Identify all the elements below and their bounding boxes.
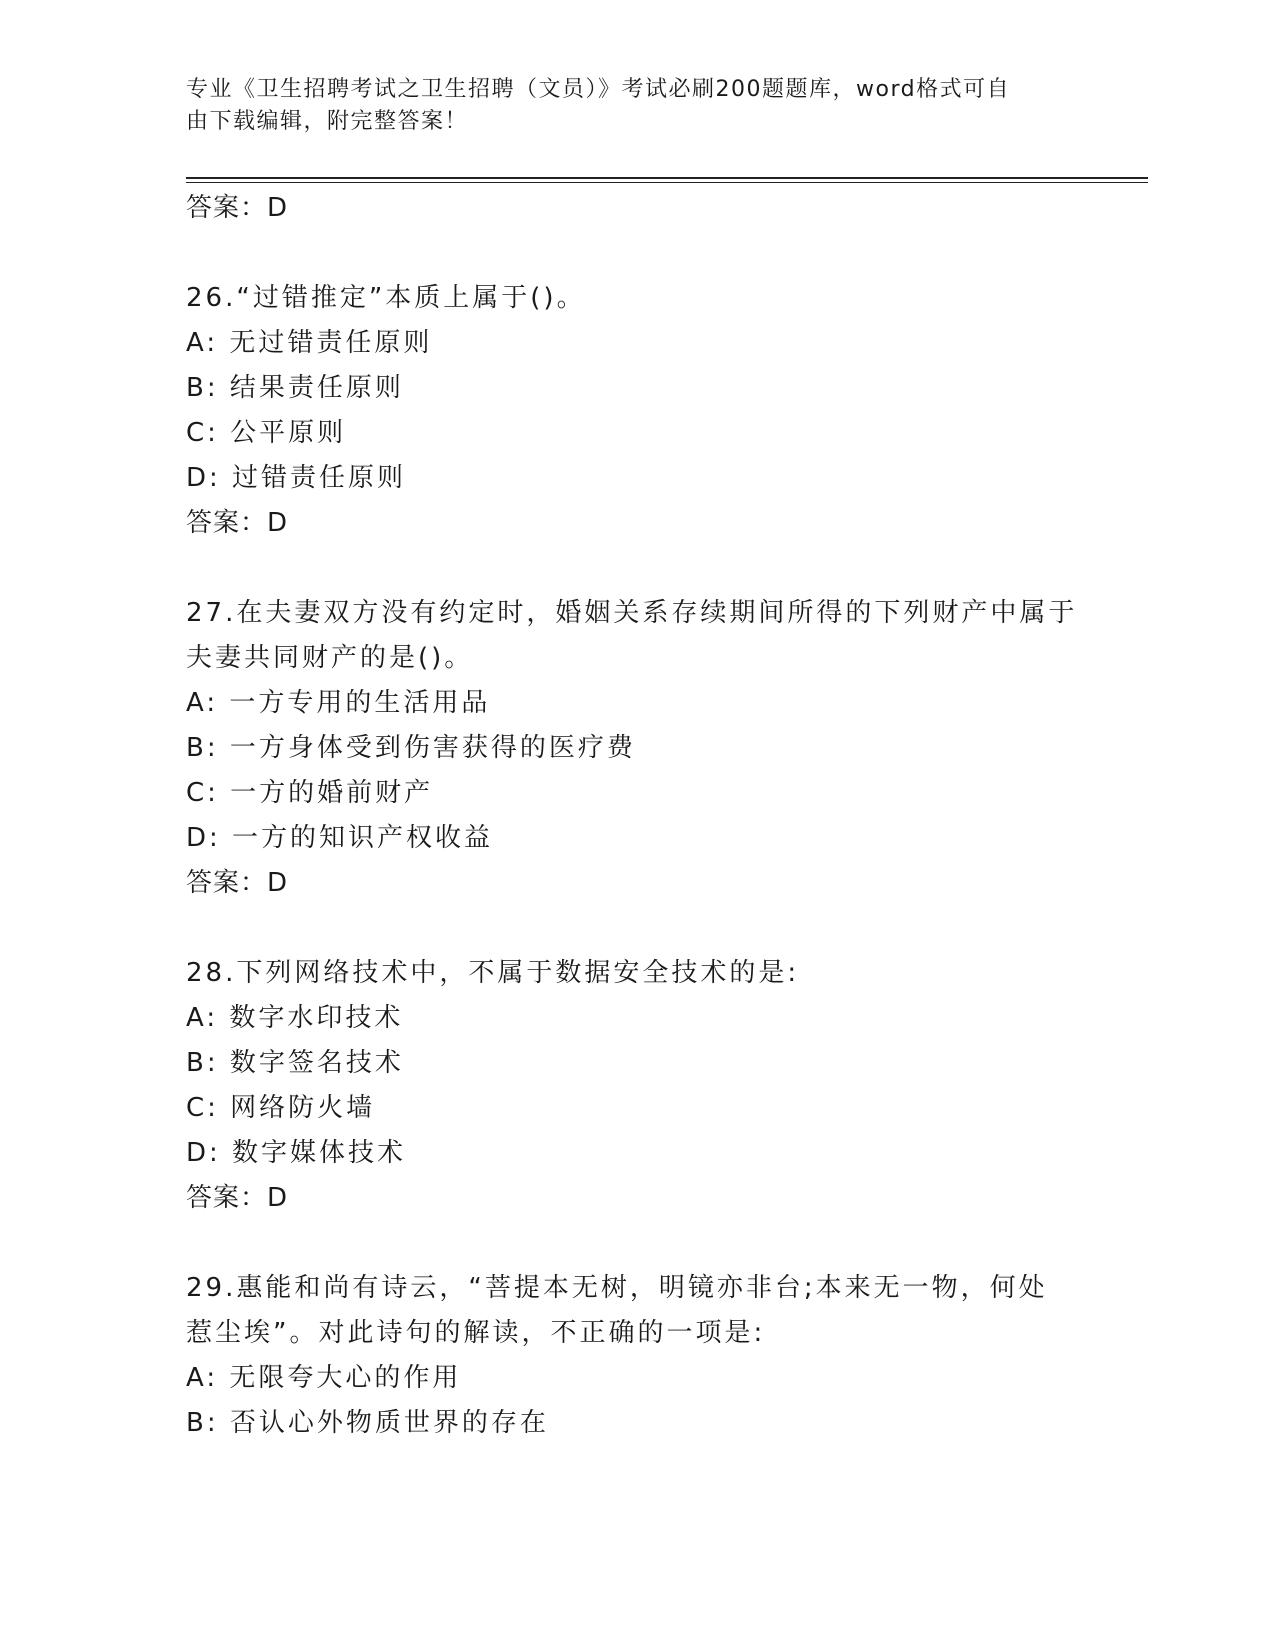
question-list xyxy=(186,186,1086,1446)
answer-line: 答案：D xyxy=(186,1183,289,1213)
answer-line: 答案：D xyxy=(186,508,289,538)
question-text: 28.下列网络技术中，不属于数据安全技术的是: xyxy=(186,958,800,988)
option-c: C: 一方的婚前财产 xyxy=(186,778,434,808)
question-28 xyxy=(186,951,1086,1221)
question-text: 26.“过错推定”本质上属于()。 xyxy=(186,283,586,313)
header-rule-bottom xyxy=(186,182,1148,183)
question-text-continued: 夫妻共同财产的是()。 xyxy=(186,643,474,673)
question-text: 29.惠能和尚有诗云，“菩提本无树，明镜亦非台;本来无一物，何处 xyxy=(186,1273,1048,1303)
question-29 xyxy=(186,1266,1086,1446)
question-26 xyxy=(186,276,1086,546)
document-header xyxy=(186,74,1066,138)
header-line-2: 由下载编辑，附完整答案！ xyxy=(186,109,469,134)
question-27 xyxy=(186,591,1086,906)
answer-line: 答案：D xyxy=(186,868,289,898)
option-c: C: 网络防火墙 xyxy=(186,1093,376,1123)
option-d: D: 数字媒体技术 xyxy=(186,1138,407,1168)
option-b: B: 一方身体受到伤害获得的医疗费 xyxy=(186,733,636,763)
option-b: B: 结果责任原则 xyxy=(186,373,404,403)
header-rule-top xyxy=(186,177,1148,179)
option-d: D: 过错责任原则 xyxy=(186,463,407,493)
option-c: C: 公平原则 xyxy=(186,418,347,448)
option-a: A: 无限夸大心的作用 xyxy=(186,1363,462,1393)
option-a: A: 无过错责任原则 xyxy=(186,328,433,358)
answer-line: 答案：D xyxy=(186,193,289,223)
option-a: A: 一方专用的生活用品 xyxy=(186,688,491,718)
option-b: B: 数字签名技术 xyxy=(186,1048,404,1078)
question-text-continued: 惹尘埃”。对此诗句的解读，不正确的一项是: xyxy=(186,1318,766,1348)
option-a: A: 数字水印技术 xyxy=(186,1003,404,1033)
question-text: 27.在夫妻双方没有约定时，婚姻关系存续期间所得的下列财产中属于 xyxy=(186,598,1078,628)
header-line-1: 专业《卫生招聘考试之卫生招聘（文员）》考试必刷200题题库，word格式可自 xyxy=(186,77,1011,102)
option-d: D: 一方的知识产权收益 xyxy=(186,823,494,853)
option-b: B: 否认心外物质世界的存在 xyxy=(186,1408,549,1438)
